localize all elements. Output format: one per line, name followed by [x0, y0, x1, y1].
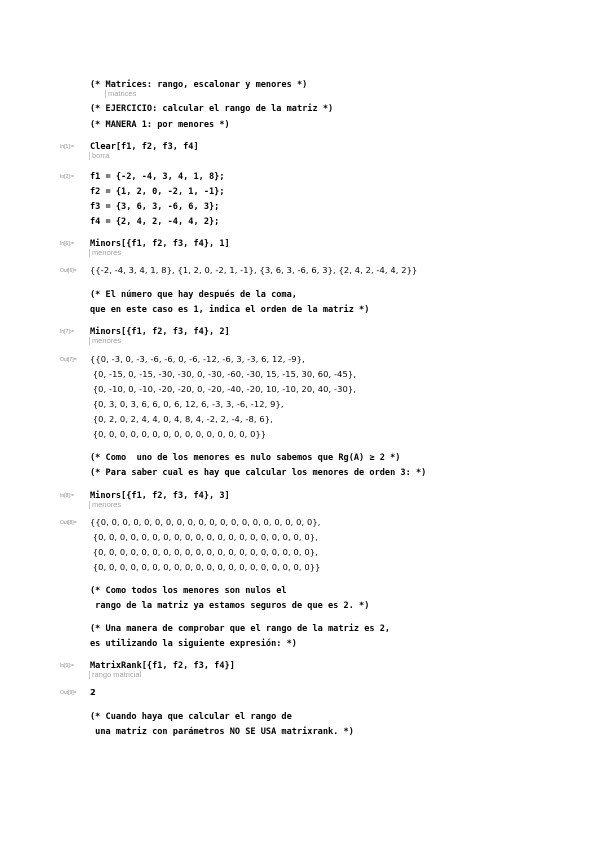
output-minors-2-row: {0, 3, 0, 3, 6, 6, 0, 6, 12, 6, -3, 3, -6, -12, 9},: [90, 399, 284, 409]
input-label-2: In[2]:=: [60, 174, 75, 180]
output-label-9: Out[9]=: [60, 690, 77, 696]
output-minors-2-row: {0, 2, 0, 2, 4, 4, 0, 4, 8, 4, -2, 2, -4, -8, 6},: [90, 414, 273, 424]
input-matrix-rank[interactable]: MatrixRank[{f1, f2, f3, f4}]: [90, 661, 235, 671]
output-minors-1: {{-2, -4, 3, 4, 1, 8}, {1, 2, 0, -2, 1, -1}, {3, 6, 3, -6, 6, 3}, {2, 4, 2, -4, 4, 2}}: [90, 265, 418, 275]
input-f1[interactable]: f1 = {-2, -4, 3, 4, 1, 8};: [90, 172, 225, 182]
output-minors-2-row: {0, 0, 0, 0, 0, 0, 0, 0, 0, 0, 0, 0, 0, 0, 0}}: [90, 429, 267, 439]
comment-title: (* Matrices: rango, escalonar y menores *): [90, 80, 308, 90]
input-label-6: In[6]:=: [60, 241, 75, 247]
comment-no-matrixrank: una matriz con parámetros NO SE USA matrixrank. *): [90, 727, 354, 737]
comment-number: (* El número que hay después de la coma,: [90, 290, 297, 300]
output-minors-3-row: {{0, 0, 0, 0, 0, 0, 0, 0, 0, 0, 0, 0, 0, 0, 0, 0, 0, 0, 0, 0},: [90, 517, 321, 527]
input-f2[interactable]: f2 = {1, 2, 0, -2, 1, -1};: [90, 187, 225, 197]
input-f4[interactable]: f4 = {2, 4, 2, -4, 4, 2};: [90, 217, 220, 227]
output-minors-3-row: {0, 0, 0, 0, 0, 0, 0, 0, 0, 0, 0, 0, 0, 0, 0, 0, 0, 0, 0, 0},: [90, 547, 318, 557]
input-f3[interactable]: f3 = {3, 6, 3, -6, 6, 3};: [90, 202, 220, 212]
input-minors-3[interactable]: Minors[{f1, f2, f3, f4}, 3]: [90, 491, 230, 501]
input-minors-1[interactable]: Minors[{f1, f2, f3, f4}, 1]: [90, 239, 230, 249]
tooltip-rango-matricial: rango matricial: [89, 671, 141, 679]
output-label-6: Out[6]=: [60, 268, 77, 274]
output-label-7: Out[7]=: [60, 357, 77, 363]
tooltip-menores-3: menores: [89, 501, 121, 509]
comment-expression: es utilizando la siguiente expresión: *): [90, 639, 297, 649]
output-minors-2-row: {{0, -3, 0, -3, -6, -6, 0, -6, -12, -6, 3, -3, 6, 12, -9},: [90, 354, 305, 364]
output-label-8: Out[8]=: [60, 520, 77, 526]
input-minors-2[interactable]: Minors[{f1, f2, f3, f4}, 2]: [90, 327, 230, 337]
comment-exercise: (* EJERCICIO: calcular el rango de la matriz *): [90, 104, 334, 114]
comment-order: que en este caso es 1, indica el orden de la matriz *): [90, 305, 370, 315]
tooltip-menores-2: menores: [89, 337, 121, 345]
comment-order-3: (* Para saber cual es hay que calcular los menores de orden 3: *): [90, 468, 427, 478]
comment-rank-is-2: rango de la matriz ya estamos seguros de que es 2. *): [90, 601, 370, 611]
output-minors-3-row: {0, 0, 0, 0, 0, 0, 0, 0, 0, 0, 0, 0, 0, 0, 0, 0, 0, 0, 0, 0},: [90, 532, 318, 542]
tooltip-borra: borra: [89, 152, 110, 160]
comment-verify: (* Una manera de comprobar que el rango de la matriz es 2,: [90, 624, 391, 634]
output-matrix-rank: 2: [90, 687, 96, 697]
output-minors-2-row: {0, -15, 0, -15, -30, -30, 0, -30, -60, -30, 15, -15, 30, 60, -45},: [90, 369, 356, 379]
input-label-8: In[8]:=: [60, 493, 75, 499]
input-clear[interactable]: Clear[f1, f2, f3, f4]: [90, 142, 199, 152]
input-label-7: In[7]:=: [60, 329, 75, 335]
tooltip-matrices: matrices: [105, 90, 136, 98]
comment-method: (* MANERA 1: por menores *): [90, 120, 230, 130]
comment-all-null: (* Como todos los menores son nulos el: [90, 586, 287, 596]
comment-parameters: (* Cuando haya que calcular el rango de: [90, 712, 292, 722]
output-minors-2-row: {0, -10, 0, -10, -20, -20, 0, -20, -40, -20, 10, -10, 20, 40, -30},: [90, 384, 356, 394]
tooltip-menores-1: menores: [89, 249, 121, 257]
output-minors-3-row: {0, 0, 0, 0, 0, 0, 0, 0, 0, 0, 0, 0, 0, 0, 0, 0, 0, 0, 0, 0}}: [90, 562, 321, 572]
input-label-1: In[1]:=: [60, 144, 75, 150]
comment-rank-ge-2: (* Como uno de los menores es nulo sabemos que Rg(A) ≥ 2 *): [90, 453, 401, 463]
input-label-9: In[9]:=: [60, 663, 75, 669]
